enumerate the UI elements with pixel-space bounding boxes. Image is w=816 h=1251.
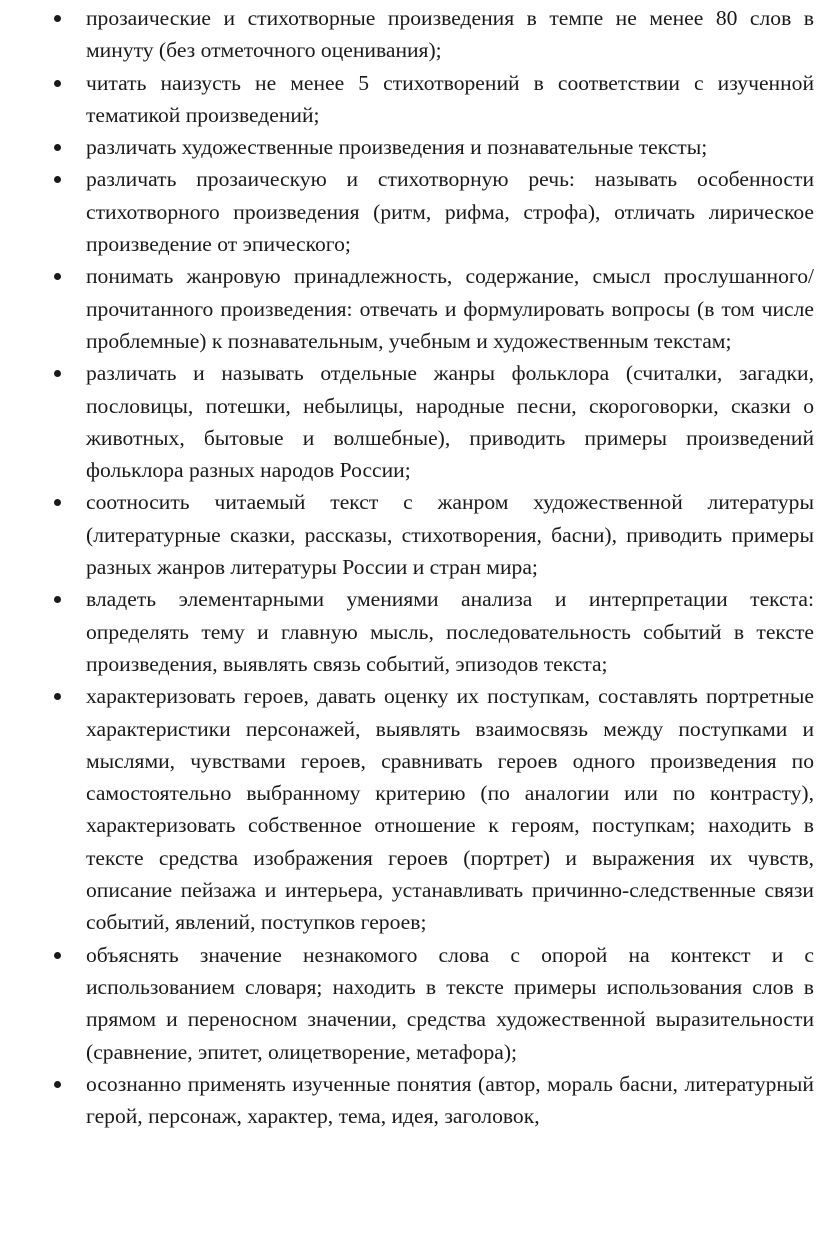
bullet-icon — [54, 15, 61, 22]
list-item-text: различать прозаическую и стихотворную речь: называть особенности стихотворного произведения (ритм, рифма, строфа), отличать лирическое произведение от эпического; — [86, 167, 814, 257]
list-item-text: читать наизусть не менее 5 стихотворений в соответствии с изученной тематикой произведений; — [86, 70, 814, 127]
list-item-text: характеризовать героев, давать оценку их поступкам, составлять портретные характеристики персонажей, выявлять взаимосвязь между поступками и мыслями, чувствами героев, сравнивать героев одного произведения по самостоятельно выбранному критерию (по аналогии или по контрасту), характеризовать собственное отношение к героям, поступкам; находить в тексте средства изображения героев (портрет) и выражения их чувств, описание пейзажа и интерьера, устанавливать причинно-следственные связи событий, явлений, поступков героев; — [86, 684, 814, 935]
bullet-list — [0, 2, 816, 1132]
bullet-icon — [54, 144, 61, 151]
list-item — [0, 1068, 816, 1133]
bullet-icon — [54, 1081, 61, 1088]
list-item — [0, 939, 816, 1068]
bullet-icon — [54, 952, 61, 959]
bullet-icon — [54, 693, 61, 700]
list-item — [0, 131, 816, 163]
list-item-text: прозаические и стихотворные произведения в темпе не менее 80 слов в минуту (без отметочного оценивания); — [86, 6, 814, 63]
list-item — [0, 486, 816, 583]
list-item — [0, 680, 816, 938]
list-item-text: владеть элементарными умениями анализа и интерпретации текста: определять тему и главную мысль, последовательность событий в тексте произведения, выявлять связь событий, эпизодов текста; — [86, 587, 814, 676]
list-item — [0, 163, 816, 260]
list-item-text: соотносить читаемый текст с жанром художественной литературы (литературные сказки, рассказы, стихотворения, басни), приводить примеры разных жанров литературы России и стран мира; — [86, 490, 814, 580]
list-item — [0, 2, 816, 67]
list-item-text: объяснять значение незнакомого слова с опорой на контекст и с использованием словаря; находить в тексте примеры использования слов в прямом и переносном значении, средства художественной выразительности (сравнение, эпитет, олицетворение, метафора); — [86, 942, 814, 1064]
bullet-icon — [54, 596, 61, 603]
list-item-text: осознанно применять изученные понятия (автор, мораль басни, литературный герой, персонаж, характер, тема, идея, заголовок, — [86, 1071, 814, 1129]
bullet-icon — [54, 273, 61, 280]
list-item — [0, 67, 816, 132]
list-item-text: понимать жанровую принадлежность, содержание, смысл прослушанного/прочитанного произведения: отвечать и формулировать вопросы (в том числе проблемные) к познавательным, учебным и художественным текстам; — [86, 264, 814, 353]
bullet-icon — [54, 80, 61, 87]
list-item-text: различать художественные произведения и познавательные тексты; — [86, 135, 708, 160]
list-item-text: различать и называть отдельные жанры фольклора (считалки, загадки, пословицы, потешки, небылицы, народные песни, скороговорки, сказки о животных, бытовые и волшебные), приводить примеры произведений фольклора разных народов России; — [86, 361, 814, 483]
bullet-icon — [54, 176, 61, 183]
list-item — [0, 357, 816, 486]
bullet-icon — [54, 370, 61, 377]
list-item — [0, 583, 816, 680]
bullet-icon — [54, 499, 61, 506]
list-item — [0, 260, 816, 357]
